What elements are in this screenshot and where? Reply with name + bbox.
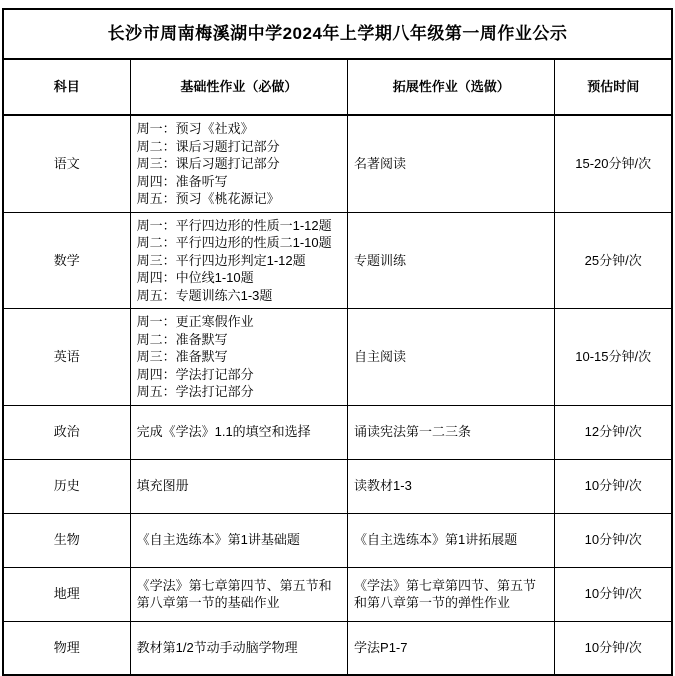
homework-line: 周五：专题训练六1-3题 [136,287,273,303]
table-row [3,513,672,567]
homework-table [2,8,673,676]
homework-line: 周二：准备默写 [136,331,228,347]
extension-homework-cell: 学法P1-7 [348,621,555,675]
homework-line: 周二：课后习题打记部分 [136,138,280,154]
table-row [3,621,672,675]
table-row [3,212,672,309]
homework-line: 周一：平行四边形的性质一1-12题 [136,217,332,233]
estimated-time-cell: 10分钟/次 [555,459,672,513]
table-header-row [3,59,672,115]
basic-homework-cell [130,405,347,459]
extension-homework-cell: 《学法》第七章第四节、第五节和第八章第一节的弹性作业 [348,567,555,621]
homework-line: 周一：更正寒假作业 [136,314,254,329]
estimated-time-cell: 15-20分钟/次 [555,115,672,212]
table-row [3,115,672,212]
subject-cell: 数学 [3,212,130,309]
estimated-time-cell: 10分钟/次 [555,567,672,621]
homework-line: 《自主选练本》第1讲基础题 [136,532,300,548]
basic-homework-cell [130,309,347,406]
subject-cell: 地理 [3,567,130,621]
homework-line: 周五：预习《桃花源记》 [136,191,280,206]
extension-homework-cell: 自主阅读 [348,309,555,406]
homework-line: 周三：准备默写 [136,349,228,364]
table-row [3,405,672,459]
homework-line: 周一：预习《社戏》 [136,121,254,136]
estimated-time-cell: 10分钟/次 [555,513,672,567]
page-title: 长沙市周南梅溪湖中学2024年上学期八年级第一周作业公示 [3,9,672,59]
homework-line: 《学法》第七章第四节、第五节和第八章第一节的基础作业 [136,577,332,610]
table-row [3,459,672,513]
basic-homework-cell [130,621,347,675]
homework-line: 周四：中位线1-10题 [136,270,254,285]
subject-cell: 语文 [3,115,130,212]
homework-line: 填充图册 [136,478,189,494]
table-row [3,309,672,406]
homework-line: 教材第1/2节动手动脑学物理 [136,640,298,655]
basic-homework-cell [130,115,347,212]
extension-homework-cell: 诵读宪法第一二三条 [348,405,555,459]
title-row [3,9,672,59]
extension-homework-cell: 专题训练 [348,212,555,309]
homework-line: 周三：课后习题打记部分 [136,156,280,171]
homework-line: 周五：学法打记部分 [136,384,254,399]
basic-homework-cell [130,212,347,309]
basic-homework-cell [130,513,347,567]
subject-cell: 英语 [3,309,130,406]
homework-line: 周二：平行四边形的性质二1-10题 [136,235,332,250]
column-header-3: 预估时间 [555,59,672,115]
homework-line: 周四：学法打记部分 [136,366,254,382]
subject-cell: 物理 [3,621,130,675]
basic-homework-cell [130,459,347,513]
extension-homework-cell: 《自主选练本》第1讲拓展题 [348,513,555,567]
subject-cell: 政治 [3,405,130,459]
homework-line: 周四：准备听写 [136,173,228,189]
estimated-time-cell: 25分钟/次 [555,212,672,309]
column-header-0: 科目 [3,59,130,115]
subject-cell: 历史 [3,459,130,513]
basic-homework-cell [130,567,347,621]
estimated-time-cell: 10-15分钟/次 [555,309,672,406]
table-body [3,115,672,675]
extension-homework-cell: 名著阅读 [348,115,555,212]
extension-homework-cell: 读教材1-3 [348,459,555,513]
subject-cell: 生物 [3,513,130,567]
estimated-time-cell: 12分钟/次 [555,405,672,459]
table-row [3,567,672,621]
estimated-time-cell: 10分钟/次 [555,621,672,675]
column-header-1: 基础性作业（必做） [130,59,347,115]
homework-line: 周三：平行四边形判定1-12题 [136,252,306,268]
homework-line: 完成《学法》1.1的填空和选择 [136,424,311,440]
column-header-2: 拓展性作业（选做） [348,59,555,115]
